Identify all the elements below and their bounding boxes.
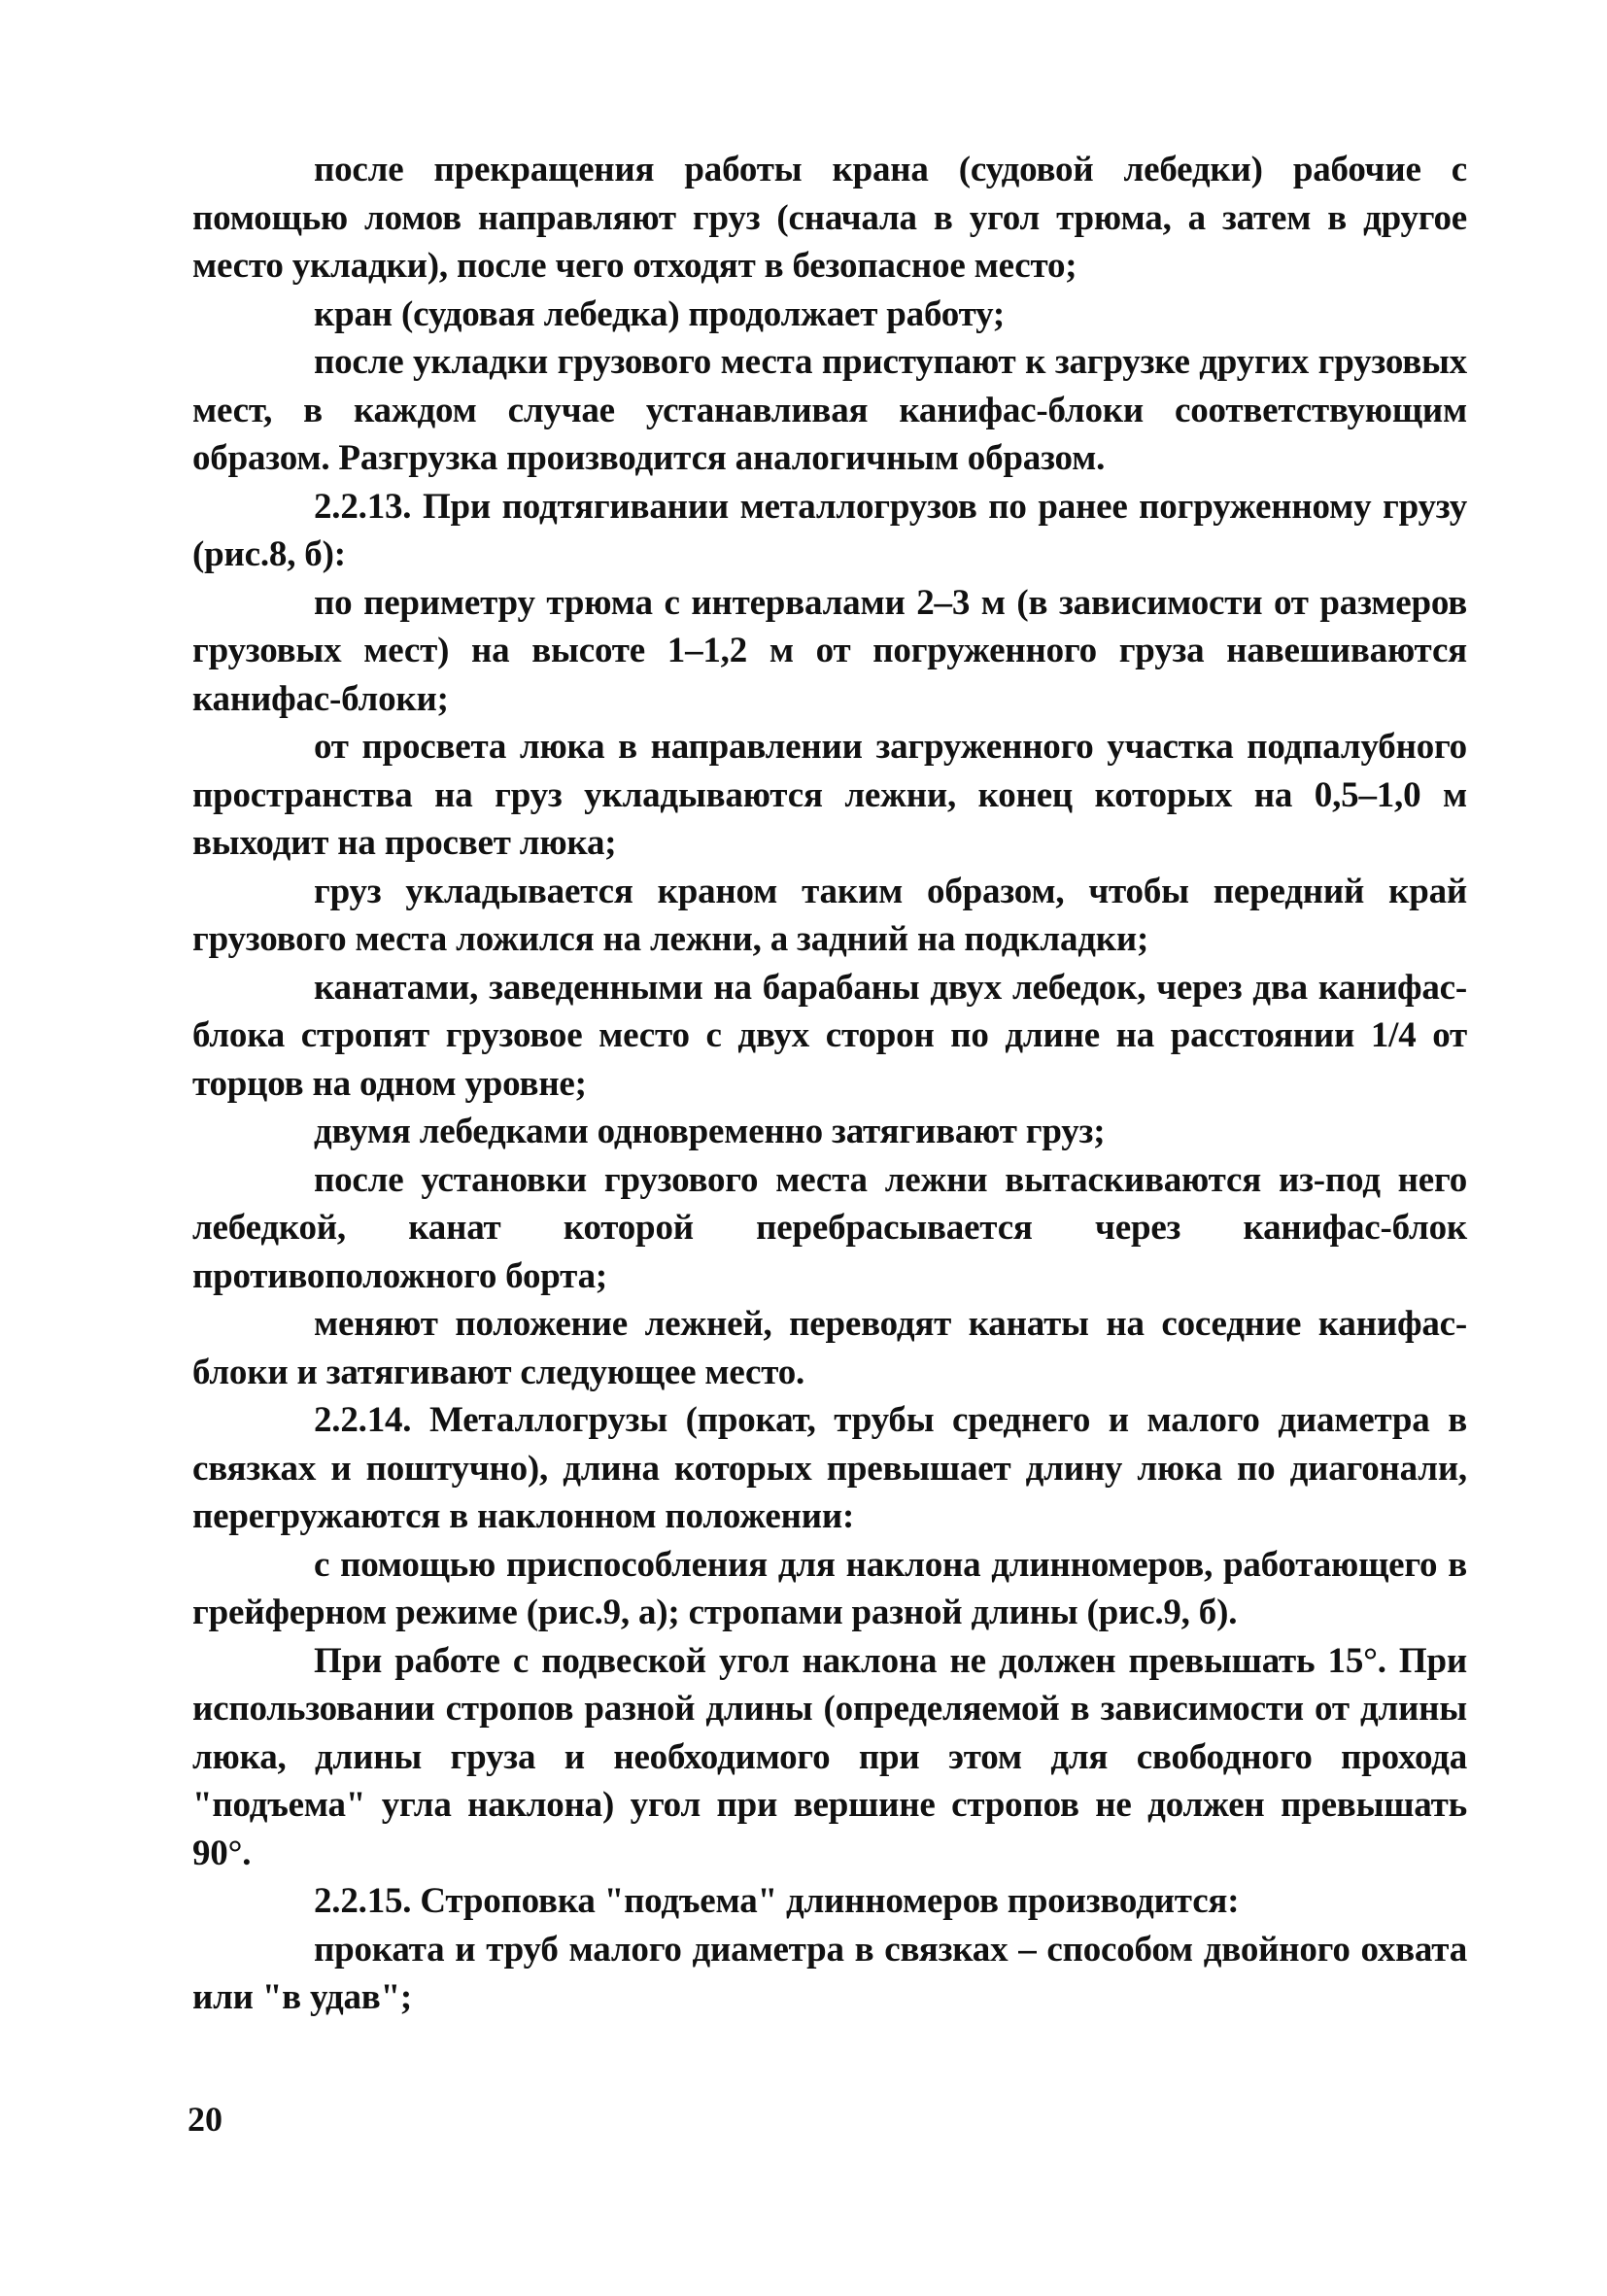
paragraph-loading-other-places: после укладки грузового места приступают к загрузке других грузовых мест, в каждом случае устанавливая канифас-блоки соответствующим образом. Разгрузка производится аналогичным образом. xyxy=(192,342,1467,478)
paragraph-skids-removal: после установки грузового места лежни вытаскиваются из-под него лебедкой, канат которой перебрасывается через канифас-блок противоположного борта; xyxy=(192,1159,1467,1296)
paragraph-double-wrap-slinging: проката и труб малого диаметра в связках – способом двойного охвата или "в удав"; xyxy=(192,1929,1467,2017)
paragraph-section-2-2-13: 2.2.13. При подтягивании металлогрузов по ранее погруженному грузу (рис.8, б): xyxy=(192,486,1467,574)
paragraph-winch-ropes: канатами, заведенными на барабаны двух лебедок, через два канифас-блока стропят грузовое место с двух сторон по длине на расстоянии 1/4 от торцов на одном уровне; xyxy=(192,967,1467,1104)
paragraph-skids-repositioning: меняют положение лежней, переводят канаты на соседние канифас-блоки и затягивают следующее место. xyxy=(192,1304,1467,1392)
paragraph-cargo-guiding: после прекращения работы крана (судовой лебедки) рабочие с помощью ломов направляют груз (сначала в угол трюма, а затем в другое место укладки), после чего отходят в безопасное место; xyxy=(192,150,1467,286)
paragraph-hatch-opening-skids: от просвета люка в направлении загруженного участка подпалубного пространства на груз укладываются лежни, конец которых на 0,5–1,0 м выходит на просвет люка; xyxy=(192,727,1467,863)
paragraph-tilt-angle-limits: При работе с подвеской угол наклона не должен превышать 15°. При использовании стропов разной длины (определяемой в зависимости от длины люка, длины груза и необходимого при этом для свободного прохода "подъема" угла наклона) угол при вершине стропов не должен превышать 90°. xyxy=(192,1640,1467,1873)
page-number: 20 xyxy=(188,2100,222,2139)
paragraph-two-winches: двумя лебедками одновременно затягивают груз; xyxy=(314,1112,1106,1151)
paragraph-section-2-2-14: 2.2.14. Металлогрузы (прокат, трубы среднего и малого диаметра в связках и поштучно), длина которых превышает длину люка по диагонали, перегружаются в наклонном положении: xyxy=(192,1400,1467,1536)
paragraph-crane-placement: груз укладывается краном таким образом, чтобы передний край грузового места ложился на лежни, а задний на подкладки; xyxy=(192,871,1467,959)
paragraph-hold-perimeter: по периметру трюма с интервалами 2–3 м (в зависимости от размеров грузовых мест) на высоте 1–1,2 м от погруженного груза навешиваются канифас-блоки; xyxy=(192,582,1467,719)
paragraph-section-2-2-15: 2.2.15. Строповка "подъема" длинномеров производится: xyxy=(314,1881,1240,1921)
paragraph-tilting-device: с помощью приспособления для наклона длинномеров, работающего в грейферном режиме (рис.9, а); стропами разной длины (рис.9, б). xyxy=(192,1544,1467,1632)
paragraph-crane-continues: кран (судовая лебедка) продолжает работу; xyxy=(314,293,1006,334)
document-body xyxy=(192,146,1467,2022)
